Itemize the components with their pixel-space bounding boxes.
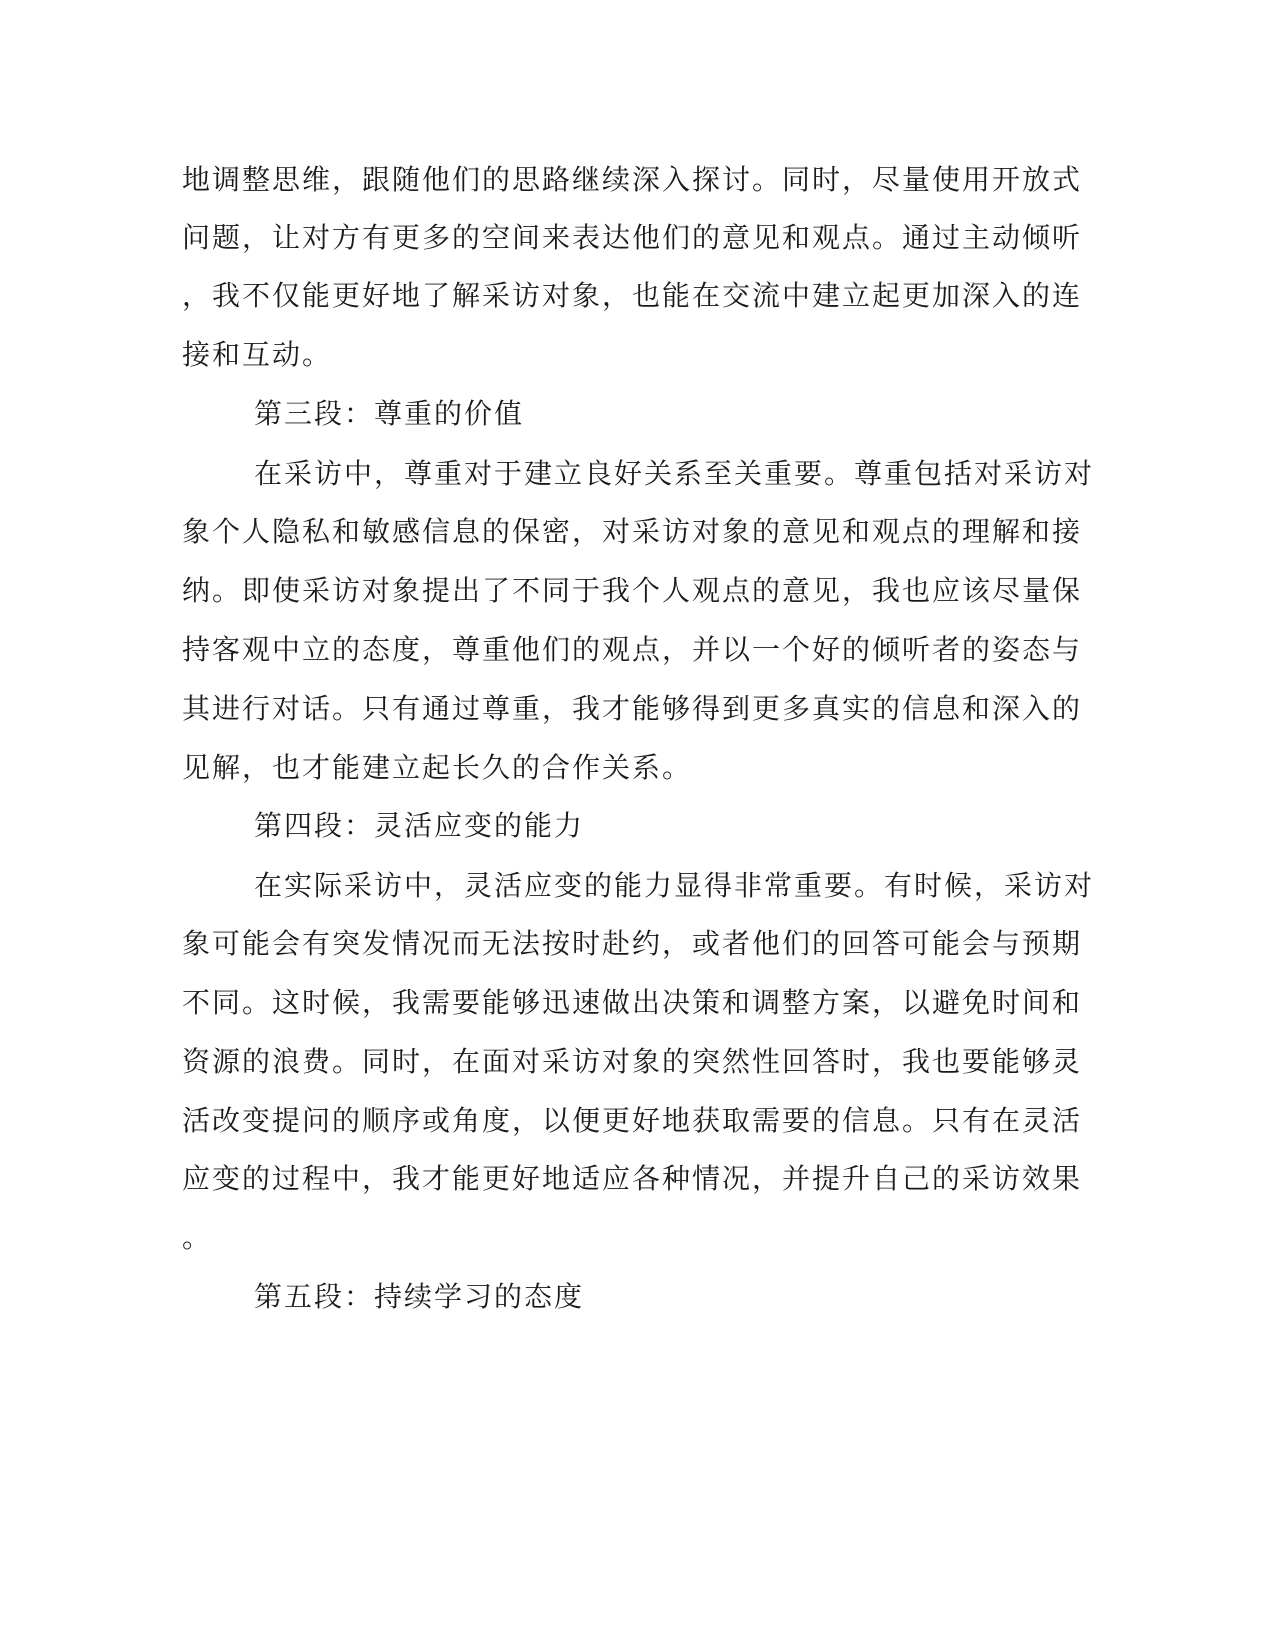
section-heading-5: 第五段：持续学习的态度 — [254, 1280, 585, 1313]
body-text-line: 资源的浪费。同时，在面对采访对象的突然性回答时，我也要能够灵 — [182, 1045, 1083, 1078]
body-text-line: 接和互动。 — [182, 338, 333, 371]
body-text-line: 不同。这时候，我需要能够迅速做出决策和调整方案，以避免时间和 — [182, 986, 1083, 1019]
body-text-line: 其进行对话。只有通过尊重，我才能够得到更多真实的信息和深入的 — [182, 692, 1083, 725]
body-text-line: 象个人隐私和敏感信息的保密，对采访对象的意见和观点的理解和接 — [182, 515, 1083, 548]
body-text-line: 在采访中，尊重对于建立良好关系至关重要。尊重包括对采访对 — [254, 457, 1095, 490]
section-heading-4: 第四段：灵活应变的能力 — [254, 809, 585, 842]
body-text-line: 纳。即使采访对象提出了不同于我个人观点的意见，我也应该尽量保 — [182, 574, 1083, 607]
body-text-line: 见解，也才能建立起长久的合作关系。 — [182, 751, 693, 784]
body-text-line: 应变的过程中，我才能更好地适应各种情况，并提升自己的采访效果 — [182, 1162, 1083, 1195]
body-text-line: 。 — [182, 1221, 213, 1254]
body-text-line: 问题，让对方有更多的空间来表达他们的意见和观点。通过主动倾听 — [182, 221, 1083, 254]
body-text-line: 在实际采访中，灵活应变的能力显得非常重要。有时候，采访对 — [254, 869, 1095, 902]
body-text-line: 活改变提问的顺序或角度，以便更好地获取需要的信息。只有在灵活 — [182, 1104, 1083, 1137]
body-text-line: 象可能会有突发情况而无法按时赴约，或者他们的回答可能会与预期 — [182, 927, 1083, 960]
body-text-line: 地调整思维，跟随他们的思路继续深入探讨。同时，尽量使用开放式 — [182, 163, 1083, 196]
section-heading-3: 第三段：尊重的价值 — [254, 397, 525, 430]
body-text-line: 持客观中立的态度，尊重他们的观点，并以一个好的倾听者的姿态与 — [182, 633, 1083, 666]
body-text-line: ，我不仅能更好地了解采访对象，也能在交流中建立起更加深入的连 — [182, 279, 1083, 312]
